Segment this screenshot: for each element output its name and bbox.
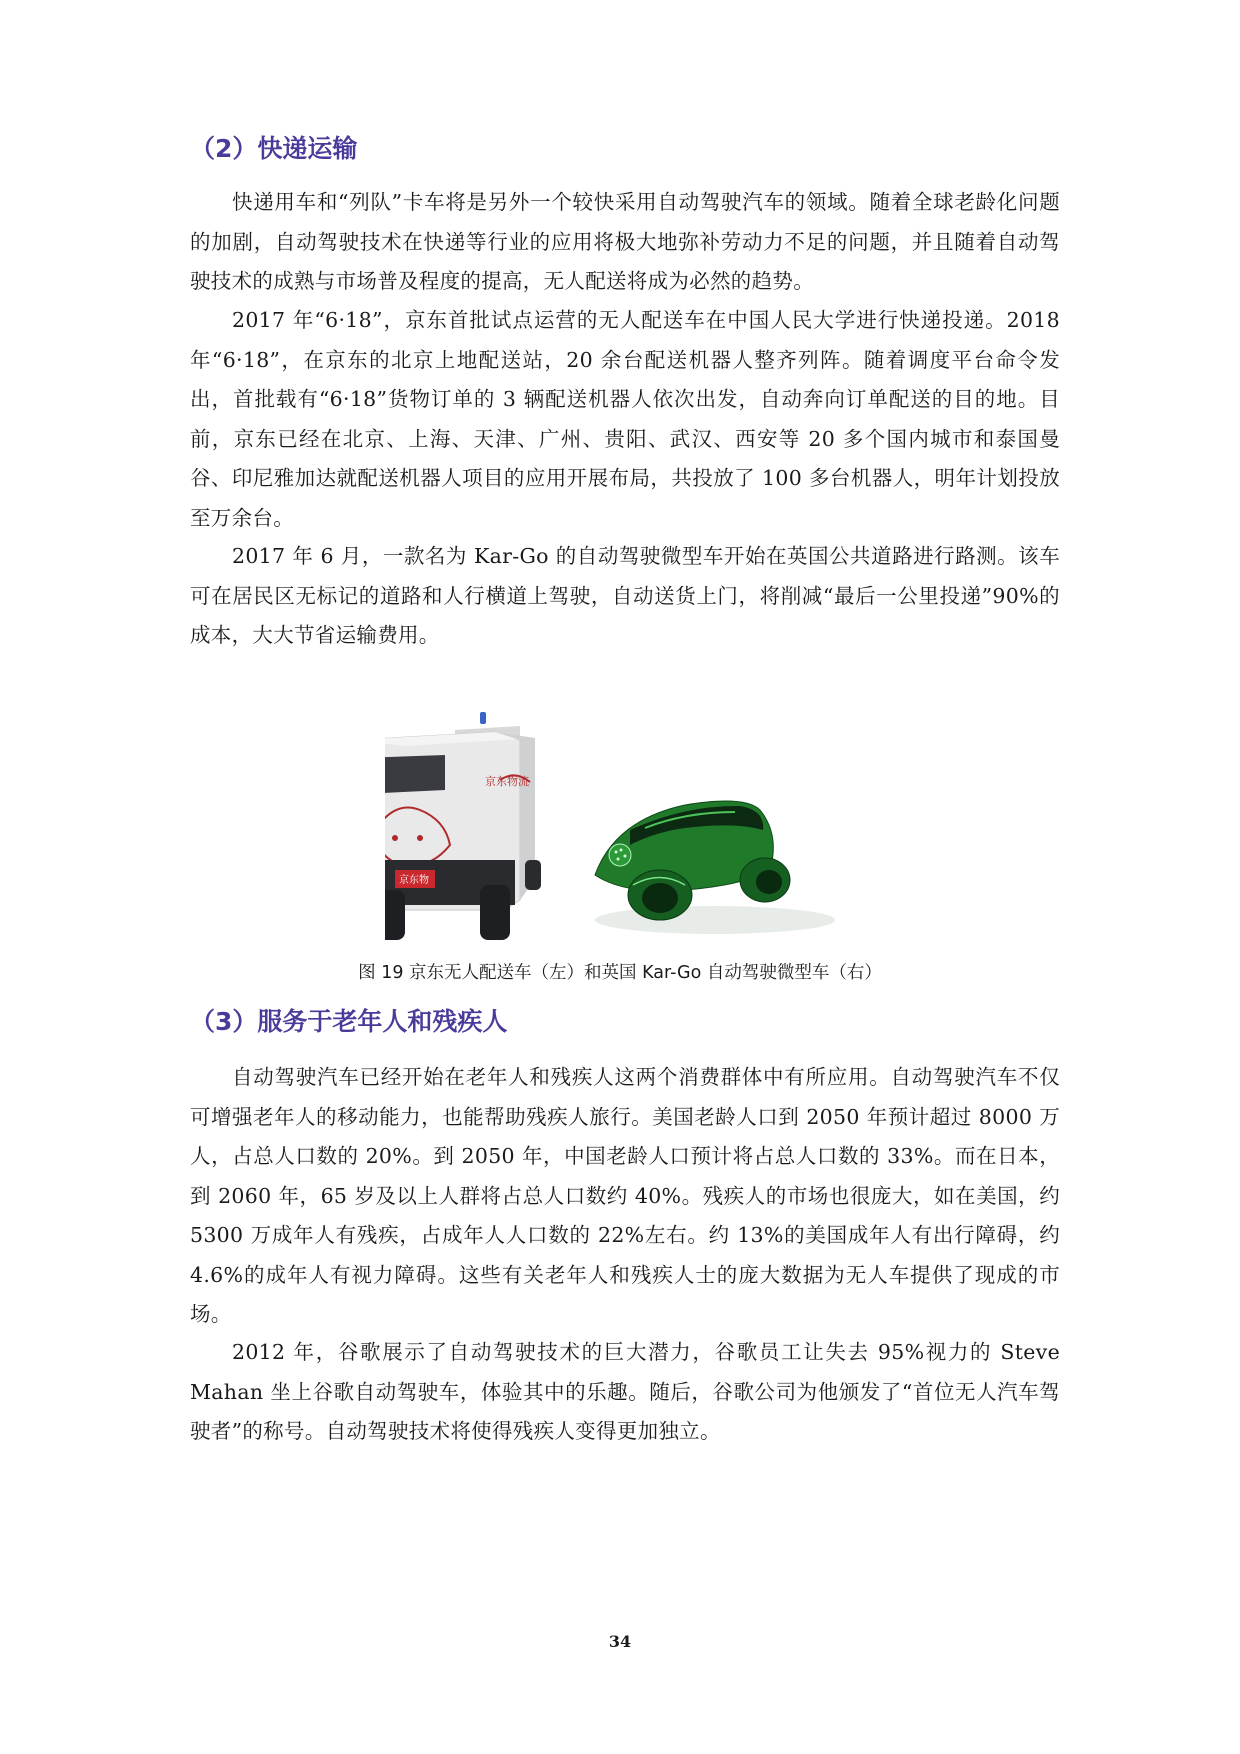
paragraph-express-intro: 快递用车和“列队”卡车将是另外一个较快采用自动驾驶汽车的领域。随着全球老龄化问题的加剧，自动驾驶技术在快递等行业的应用将极大地弥补劳动力不足的问题，并且随着自动驾驶技术的成熟与市场普及程度的提高，无人配送将成为必然的趋势。 [190, 190, 1060, 293]
robot-plate-label: 京东物 [399, 875, 429, 886]
section-heading-elderly-disabled: （3）服务于老年人和残疾人 [190, 1007, 508, 1036]
figure-caption: 图 19 京东无人配送车（左）和英国 Kar-Go 自动驾驶微型车（右） [358, 963, 882, 983]
paragraph-google-steve-mahan: 2012 年，谷歌展示了自动驾驶技术的巨大潜力，谷歌员工让失去 95%视力的 Steve Mahan 坐上谷歌自动驾驶车，体验其中的乐趣。随后，谷歌公司为他颁发了“首位无人汽车驾驶者”的称号。自动驾驶技术将使得残疾人变得更加独立。 [190, 1340, 1060, 1443]
paragraph-jd-delivery: 2017 年“6·18”，京东首批试点运营的无人配送车在中国人民大学进行快递投递。2018 年“6·18”，在京东的北京上地配送站，20 余台配送机器人整齐列阵。随着调度平台命令发出，首批载有“6·18”货物订单的 3 辆配送机器人依次出发，自动奔向订单配送的目的地。目前，京东已经在北京、上海、天津、广州、贵阳、武汉、西安等 20 多个国内城市和泰国曼谷、印尼雅加达就配送机器人项目的应用开展布局，共投放了 100 多台机器人，明年计划投放至万余台。 [190, 308, 1060, 530]
kargo-vehicle [595, 801, 835, 934]
robot-brand-label: 京东物流 [485, 775, 529, 788]
paragraph-kargo: 2017 年 6 月，一款名为 Kar-Go 的自动驾驶微型车开始在英国公共道路进行路测。该车可在居民区无标记的道路和人行横道上驾驶，自动送货上门，将削减“最后一公里投递”90%的成本，大大节省运输费用。 [190, 544, 1060, 647]
page-number: 34 [608, 1632, 632, 1651]
jd-delivery-robot [385, 712, 541, 940]
delivery-vehicles-image [385, 710, 855, 950]
section-heading-express: （2）快递运输 [190, 134, 358, 163]
paragraph-elderly-disabled: 自动驾驶汽车已经开始在老年人和残疾人这两个消费群体中有所应用。自动驾驶汽车不仅可增强老年人的移动能力，也能帮助残疾人旅行。美国老龄人口到 2050 年预计超过 8000 万人，占总人口数的 20%。到 2050 年，中国老龄人口预计将占总人口数的 33%。而在日本，到 2060 年，65 岁及以上人群将占总人口数约 40%。残疾人的市场也很庞大，如在美国，约 5300 万成年人有残疾，占成年人人口数的 22%左右。约 13%的美国成年人有出行障碍，约 4.6%的成年人有视力障碍。这些有关老年人和残疾人士的庞大数据为无人车提供了现成的市场。 [190, 1065, 1060, 1326]
figure-delivery-vehicles [385, 710, 855, 950]
